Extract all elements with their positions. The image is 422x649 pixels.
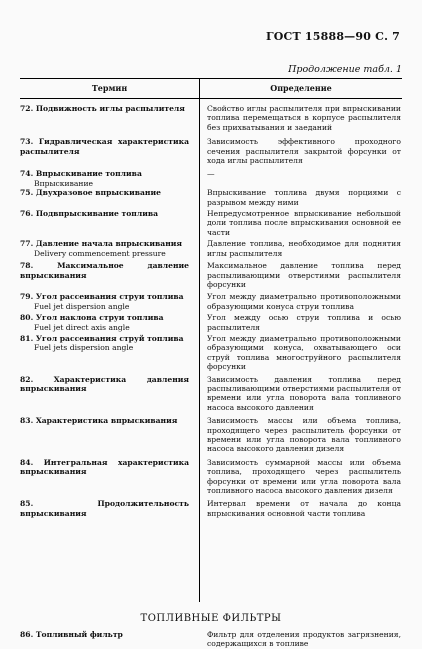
term-cell — [20, 239, 199, 258]
term-text: 76. Подвпрыскивание топлива — [20, 209, 159, 219]
term-text: 78. Максимальное давление впрыскивания — [20, 261, 189, 280]
term-text: 72. Подвижность иглы распылителя — [20, 104, 185, 113]
definition-cell: Зависимость суммарной массы или объема топлива, проходящего через распылитель форсунки от времени или угла поворота вала топливного насоса высокого давления дизеля — [207, 457, 401, 496]
definition-cell: Зависимость эффективного проходного сечения распылителя закрытой форсунки от хода иглы распылителя — [207, 137, 401, 166]
term-cell — [20, 458, 199, 496]
definition-cell: Зависимость массы или объема топлива, проходящего через распылитель форсунки от времени или угла поворота вала топливного насоса высокого давления дизеля — [207, 416, 401, 454]
table-row — [20, 261, 402, 289]
table-row — [20, 104, 402, 132]
table-row — [20, 458, 402, 496]
definition-cell: Свойство иглы распылителя при впрыскивании топлива перемещаться в корпусе распылителя без прихватывания и заеданий — [207, 104, 401, 132]
term-cell — [20, 137, 199, 165]
table-head-rule — [20, 98, 402, 99]
definition-cell: Давление топлива, необходимое для поднятия иглы распылителя — [207, 239, 401, 258]
table-row — [20, 292, 402, 311]
table-row — [20, 169, 402, 188]
table-row — [20, 334, 402, 372]
term-cell — [20, 169, 199, 188]
term-text: 79. Угол рассеивания струи топлива — [20, 292, 184, 302]
term-cell — [20, 188, 199, 207]
table-row — [20, 209, 402, 237]
term-alt-text: Delivery commencement pressure — [34, 248, 166, 258]
table-row — [20, 239, 402, 258]
table-row — [20, 313, 402, 332]
term-text: 74. Впрыскивание топлива — [20, 169, 142, 179]
term-cell — [20, 209, 199, 237]
table-continuation-label: Продолжение табл. 1 — [288, 64, 402, 75]
term-text: 85. Продолжительность впрыскивания — [20, 499, 189, 518]
definition-cell: Фильтр для отделения продуктов загрязнения, содержащихся в топливе — [207, 630, 401, 649]
definition-cell: — — [207, 169, 215, 179]
column-header-term: Термин — [91, 83, 128, 93]
term-text: 84. Интегральная характеристика впрыскивания — [20, 457, 189, 477]
term-text: 80. Угол наклона струи топлива — [20, 313, 164, 323]
definition-cell: Впрыскивание топлива двумя порциями с разрывом между ними — [207, 188, 401, 207]
term-alt-text: Fuel jet dispersion angle — [34, 301, 130, 311]
term-text: 75. Двухразовое впрыскивание — [20, 188, 161, 198]
definition-cell: Интервал времени от начала до конца впрыскивания основной части топлива — [207, 499, 401, 518]
term-cell — [20, 499, 199, 518]
column-header-definition: Определение — [270, 83, 332, 93]
term-cell — [20, 416, 199, 454]
term-text: 83. Характеристика впрыскивания — [20, 416, 178, 426]
term-alt-text: Fuel jets dispersion angle — [34, 343, 134, 353]
definition-cell: Максимальное давление топлива перед распыливающими отверстиями распылителя форсунки — [207, 261, 401, 289]
term-cell — [20, 313, 199, 332]
definition-cell: Угол между осью струи топлива и осью распылителя — [207, 313, 401, 332]
term-text: 77. Давление начала впрыскивания — [20, 239, 183, 249]
definition-cell: Зависимость давления топлива перед распыливающими отверстиями распылителя от времени или угла поворота вала топливного насоса высокого давления — [207, 374, 401, 412]
term-cell — [20, 334, 199, 372]
term-cell: 86. Топливный фильтр — [20, 630, 123, 639]
term-cell — [20, 292, 199, 311]
table-row — [20, 375, 402, 413]
definition-cell: Угол между диаметрально противоположными образующими конуса струи топлива — [207, 292, 401, 311]
term-cell — [20, 375, 199, 413]
term-alt-text: Fuel jet direct axis angle — [34, 322, 130, 332]
table-row — [20, 416, 402, 454]
table-row — [20, 188, 402, 207]
table-row — [20, 137, 402, 165]
term-alt-text: Впрыскивание — [34, 178, 94, 188]
term-cell — [20, 104, 199, 132]
table-row — [20, 630, 402, 649]
table-body — [20, 104, 402, 518]
definition-cell: Угол между диаметрально противоположными образующими конуса, охватывающего оси струй топлива многоструйного распылителя форсунки — [207, 333, 401, 372]
table-row — [20, 499, 402, 518]
definition-cell: Непредусмотренное впрыскивание небольшой доли топлива после впрыскивания основной ее части — [207, 209, 401, 237]
terms-table — [20, 78, 402, 602]
table-top-rule — [20, 78, 402, 79]
term-text: 82. Характеристика давления впрыскивания — [20, 374, 189, 393]
section-title: ТОПЛИВНЫЕ ФИЛЬТРЫ — [140, 613, 282, 624]
standard-header: ГОСТ 15888—90 С. 7 — [265, 30, 400, 43]
term-cell — [20, 261, 199, 289]
term-text: 81. Угол рассеивания струй топлива — [20, 333, 184, 343]
term-text: 73. Гидравлическая характеристика распылителя — [20, 137, 189, 156]
